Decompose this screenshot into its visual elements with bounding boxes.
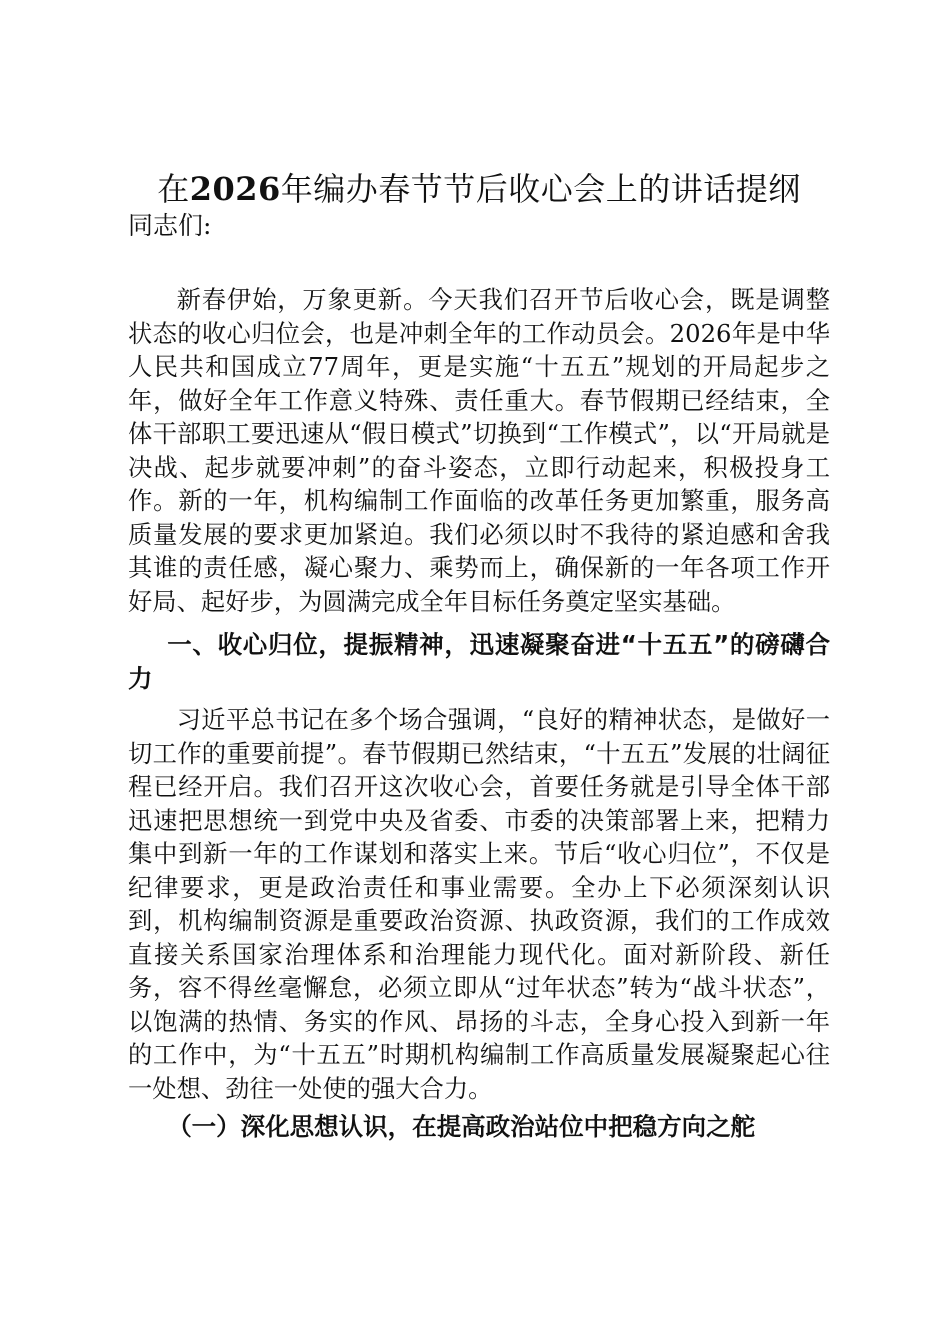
salutation: 同志们: [128, 211, 212, 240]
subsection-heading-1: （一）深化思想认识，在提高政治站位中把稳方向之舵 [167, 1112, 756, 1141]
intro-paragraph: 新春伊始，万象更新。今天我们召开节后收心会，既是调整状态的收心归位会，也是冲刺全年的工作动员会。2026年是中华人民共和国成立77周年，更是实施“十五五”规划的开局起步之年，做好全年工作意义特殊、责任重大。春节假期已经结束，全体干部职工要迅速从“假日模式”切换到“工作模式”，以“开局就是决战、起步就要冲刺”的奋斗姿态，立即行动起来，积极投身工作。新的一年，机构编制工作面临的改革任务更加繁重，服务高质量发展的要求更加紧迫。我们必须以时不我待的紧迫感和舍我其谁的责任感，凝心聚力、乘势而上，确保新的一年各项工作开好局、起好步，为圆满完成全年目标任务奠定坚实基础。 [128, 285, 830, 616]
title-year: 2026 [189, 170, 281, 208]
document-title [128, 166, 830, 212]
title-prefix: 在 [157, 170, 190, 208]
title-suffix: 年编办春节节后收心会上的讲话提纲 [280, 170, 801, 208]
section-heading-1: 一、收心归位，提振精神，迅速凝聚奋进“十五五”的磅礴合力 [128, 630, 830, 693]
section-1-paragraph: 习近平总书记在多个场合强调，“良好的精神状态，是做好一切工作的重要前提”。春节假期已然结束，“十五五”发展的壮阔征程已经开启。我们召开这次收心会，首要任务就是引导全体干部迅速把思想统一到党中央及省委、市委的决策部署上来，把精力集中到新一年的工作谋划和落实上来。节后“收心归位”，不仅是纪律要求，更是政治责任和事业需要。全办上下必须深刻认识到，机构编制资源是重要政治资源、执政资源，我们的工作成效直接关系国家治理体系和治理能力现代化。面对新阶段、新任务，容不得丝毫懈怠，必须立即从“过年状态”转为“战斗状态”，以饱满的热情、务实的作风、昂扬的斗志，全身心投入到新一年的工作中，为“十五五”时期机构编制工作高质量发展凝聚起心往一处想、劲往一处使的强大合力。 [128, 705, 830, 1103]
